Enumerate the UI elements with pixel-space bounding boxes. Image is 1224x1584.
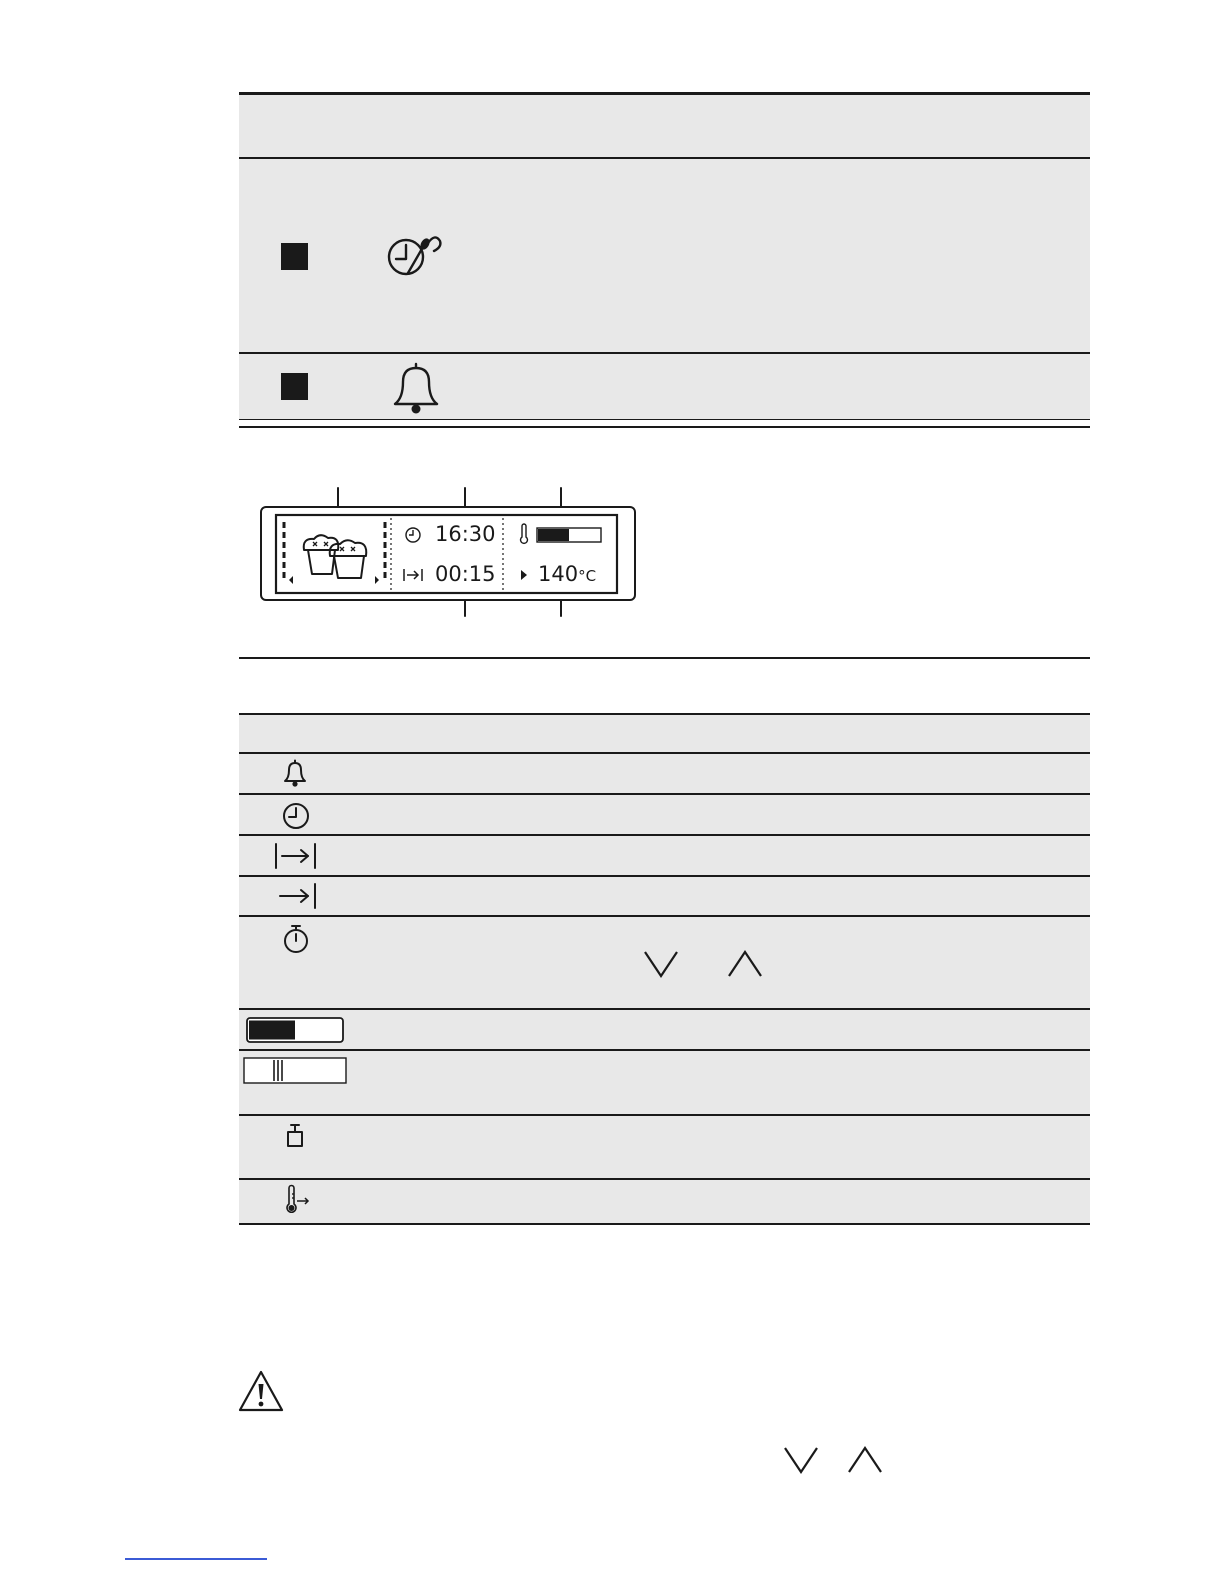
indicator-row-core-temperature [239, 1180, 1090, 1223]
chevron-down-icon [643, 950, 679, 978]
display-clock-time: 16:30 [435, 522, 496, 546]
indicator-row-end [239, 877, 1090, 915]
footer-link-underline[interactable] [125, 1558, 267, 1560]
top-table-border-bottom [239, 426, 1090, 428]
weight-icon [285, 1123, 305, 1149]
indicator-row-duration [239, 836, 1090, 875]
bell-icon [391, 362, 441, 414]
oven-display-illustration [258, 486, 638, 618]
heat-level-bar-fill [538, 529, 569, 541]
indicator-row-timer [239, 917, 1090, 1008]
row-marker-square [281, 243, 308, 270]
indicator-row-fast-heatup-bar [239, 1051, 1090, 1114]
end-icon [278, 882, 318, 910]
indicator-row-weight [239, 1116, 1090, 1178]
top-table-border-bottom [239, 419, 1090, 420]
indicator-table-header-row [239, 715, 1090, 752]
top-table-row-2 [239, 354, 1090, 419]
clock-icon [282, 802, 310, 830]
timer-icon [282, 924, 310, 954]
top-table-row-1 [239, 159, 1090, 352]
clock-spoon-icon [387, 233, 447, 283]
section-divider [239, 657, 1090, 659]
display-temperature [538, 564, 596, 585]
indicator-row-heatup-bar [239, 1010, 1090, 1049]
chevron-up-icon [727, 950, 763, 978]
chevron-up-icon [847, 1446, 883, 1474]
display-temperature-unit: °C [578, 567, 597, 585]
heatup-bar-icon [246, 1017, 344, 1043]
indicator-table-border-bottom [239, 1223, 1090, 1225]
core-temperature-icon [284, 1186, 314, 1216]
top-table-header-row [239, 95, 1090, 157]
display-temperature-value: 140 [538, 562, 579, 586]
fast-heatup-bar-icon [243, 1057, 347, 1084]
indicator-row-clock [239, 795, 1090, 834]
row-marker-square [281, 373, 308, 400]
bell-icon [282, 760, 308, 788]
duration-icon [274, 842, 318, 870]
display-duration: 00:15 [435, 562, 496, 586]
chevron-down-icon [783, 1446, 819, 1474]
indicator-row-bell [239, 754, 1090, 793]
warning-icon [237, 1369, 285, 1413]
